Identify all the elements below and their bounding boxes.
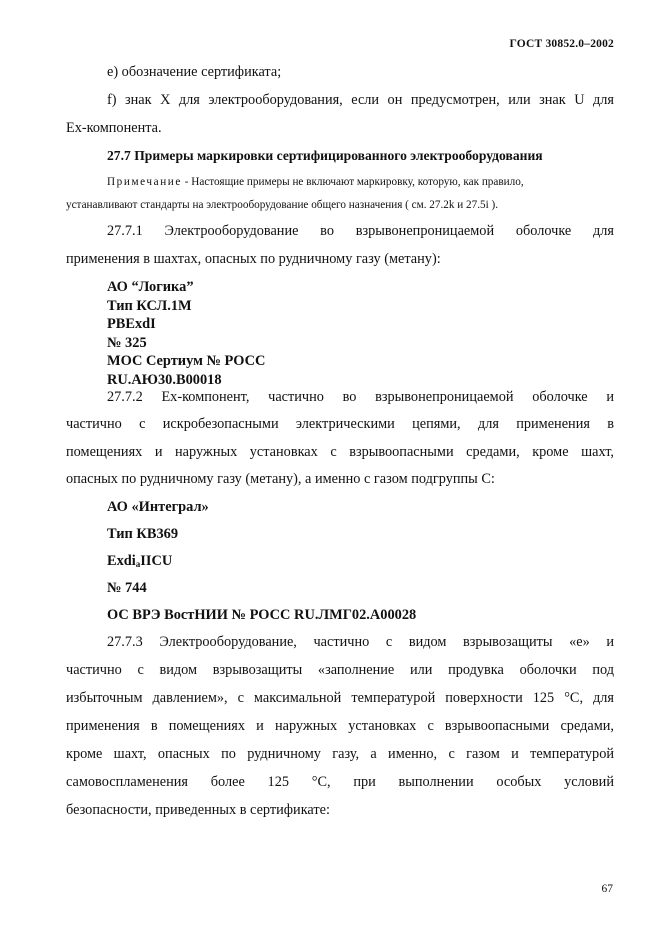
marking-line: МОС Сертиум № РОСС bbox=[107, 353, 266, 369]
marking-line: РВЕxdI bbox=[107, 316, 156, 332]
ex-code: Exdi bbox=[107, 553, 136, 569]
example2-text-line-3: помещениях и наружных установках с взрывоопасными средами, кроме шахт, bbox=[66, 444, 614, 460]
example3-text-line-1: 27.7.3 Электрооборудование, частично с видом взрывозащиты «е» и bbox=[107, 634, 614, 650]
ex-subscript: a bbox=[135, 559, 141, 569]
example2-text-line-1: 27.7.2 Ex-компонент, частично во взрывонепроницаемой оболочке и bbox=[107, 389, 614, 405]
section-heading: 27.7 Примеры маркировки сертифицированного электрооборудования bbox=[107, 148, 543, 163]
example3-text-line-3: избыточным давлением», с максимальной температурой поверхности 125 °С, для bbox=[66, 690, 614, 706]
marking-line: АО “Логика” bbox=[107, 279, 194, 295]
example3-text-line-5: кроме шахт, опасных по рудничному газу, а именно, с газом и температурой bbox=[66, 746, 614, 762]
marking-line: RU.АЮ30.В00018 bbox=[107, 371, 222, 388]
example2-text-line-2: частично с искробезопасными электрическими цепями, для применения в bbox=[66, 416, 614, 432]
marking-line: № 325 bbox=[107, 334, 147, 351]
example3-text-line-7: безопасности, приведенных в сертификате: bbox=[66, 802, 330, 818]
note-label: Примечание bbox=[107, 176, 182, 188]
example2-marking-type: Тип КВ369 bbox=[107, 526, 179, 542]
example2-marking-number: № 744 bbox=[107, 580, 147, 596]
note-text: - Настоящие примеры не включают маркировку, которую, как правило, bbox=[181, 176, 524, 188]
marking-line: Тип КСЛ.1М bbox=[107, 297, 192, 314]
list-item-e: е) обозначение сертификата; bbox=[107, 64, 282, 80]
list-item-f-continuation: Ex-компонента. bbox=[66, 120, 162, 136]
note-line-1 bbox=[107, 176, 524, 188]
example2-marking-cert: ОС ВРЭ ВостНИИ № РОСС RU.ЛМГ02.А00028 bbox=[107, 607, 417, 623]
ex-group: IIСU bbox=[140, 553, 173, 569]
example1-text-line-1: 27.7.1 Электрооборудование во взрывонепроницаемой оболочке для bbox=[107, 223, 614, 239]
example3-text-line-6: самовоспламенения более 125 °С, при выполнении особых условий bbox=[66, 774, 614, 790]
note-line-2: устанавливают стандарты на электрооборудование общего назначения ( см. 27.2k и 27.5i ). bbox=[66, 199, 499, 211]
example2-text-line-4: опасных по рудничному газу (метану), а именно с газом подгруппы С: bbox=[66, 471, 495, 487]
example2-marking-org: АО «Интеграл» bbox=[107, 499, 209, 515]
example3-text-line-4: применения в помещениях и наружных установках с взрывоопасными средами, bbox=[66, 718, 614, 734]
example3-text-line-2: частично с видом взрывозащиты «заполнение или продувка оболочки под bbox=[66, 662, 614, 678]
standard-header: ГОСТ 30852.0–2002 bbox=[509, 38, 614, 50]
example1-marking bbox=[107, 278, 265, 389]
example2-marking-ex bbox=[107, 552, 172, 574]
page-number: 67 bbox=[601, 883, 613, 895]
list-item-f: f) знак X для электрооборудования, если он предусмотрен, или знак U для bbox=[107, 92, 614, 108]
example1-text-line-2: применения в шахтах, опасных по рудничному газу (метану): bbox=[66, 251, 441, 267]
